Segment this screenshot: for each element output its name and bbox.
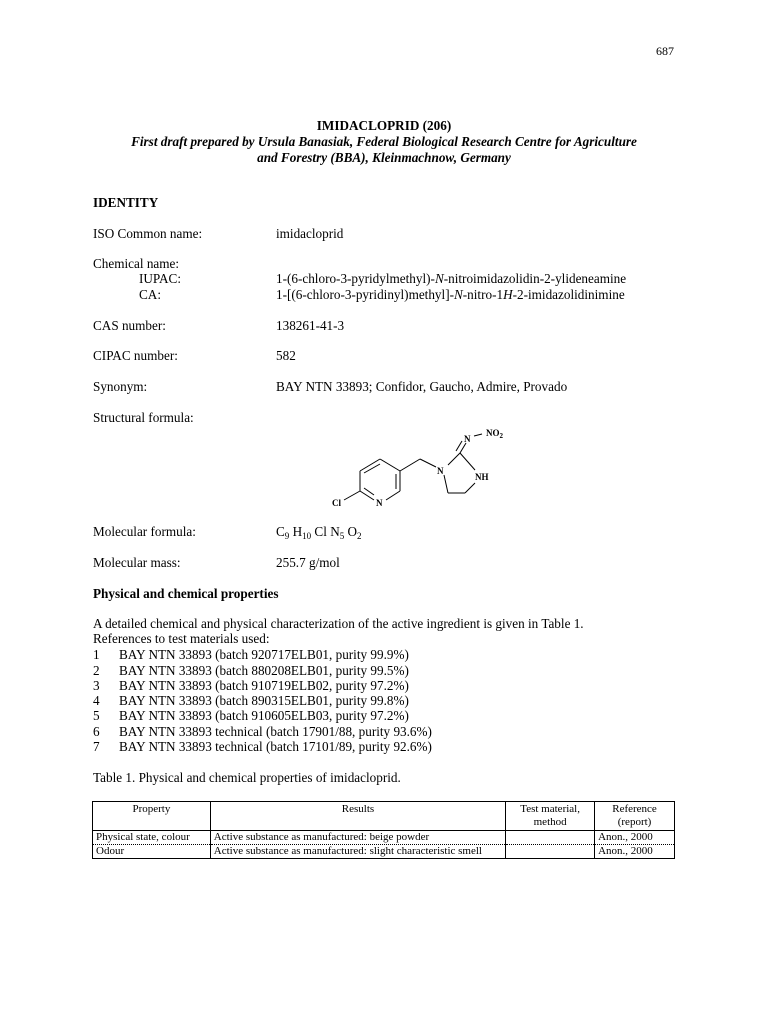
reference-text: BAY NTN 33893 (batch 880208ELB01, purity 99.5%): [119, 663, 409, 678]
ca-value: 1-[(6-chloro-3-pyridinyl)methyl]-N-nitro-1H-2-imidazolidinimine: [276, 287, 625, 302]
cell-property: Physical state, colour: [93, 831, 211, 845]
cell-method: [506, 845, 595, 859]
cell-method: [506, 831, 595, 845]
synonym-label: Synonym:: [93, 379, 148, 394]
cas-number-label: CAS number:: [93, 318, 166, 333]
reference-text: BAY NTN 33893 technical (batch 17901/88, purity 93.6%): [119, 724, 432, 739]
header-property: Property: [93, 802, 211, 831]
reference-number: 2: [93, 663, 100, 678]
reference-text: BAY NTN 33893 (batch 920717ELB01, purity 99.9%): [119, 647, 409, 662]
reference-number: 6: [93, 724, 100, 739]
reference-number: 7: [93, 739, 100, 754]
physchem-heading: Physical and chemical properties: [93, 586, 279, 601]
physchem-intro: A detailed chemical and physical characterization of the active ingredient is given in Table 1.: [93, 616, 584, 631]
header-reference: Reference (report): [595, 802, 675, 831]
atom-labels: [332, 428, 504, 508]
table-row: [93, 831, 675, 845]
reference-number: 5: [93, 708, 100, 723]
chlorine-label: Cl: [332, 498, 341, 508]
chemical-name-label: Chemical name:: [93, 256, 180, 271]
iupac-label: IUPAC:: [139, 271, 182, 286]
ca-label: CA:: [139, 287, 161, 302]
ring-nitrogen-label: N: [437, 466, 444, 476]
properties-table: [92, 801, 675, 859]
identity-heading: IDENTITY: [93, 195, 159, 210]
reference-text: BAY NTN 33893 technical (batch 17101/89, purity 92.6%): [119, 739, 432, 754]
cell-reference: Anon., 2000: [595, 831, 675, 845]
reference-number: 4: [93, 693, 100, 708]
page-number: 687: [656, 44, 674, 58]
reference-text: BAY NTN 33893 (batch 910605ELB03, purity 97.2%): [119, 708, 409, 723]
structural-formula-drawing: [330, 425, 530, 515]
cas-number-value: 138261-41-3: [276, 318, 345, 333]
molecular-mass-value: 255.7 g/mol: [276, 555, 340, 570]
bond-lines: [344, 434, 482, 500]
nitro-group-label: $NO_2$: [486, 428, 503, 440]
synonym-value: BAY NTN 33893; Confidor, Gaucho, Admire, Provado: [276, 379, 568, 394]
iso-name-value: imidacloprid: [276, 226, 344, 241]
header-results: Results: [210, 802, 505, 831]
table-row: [93, 845, 675, 859]
reference-text: BAY NTN 33893 (batch 910719ELB02, purity 97.2%): [119, 678, 409, 693]
document-title: IMIDACLOPRID (206): [316, 118, 452, 133]
nh-label: NH: [475, 472, 489, 482]
molecular-formula-label: Molecular formula:: [93, 524, 196, 539]
reference-number: 3: [93, 678, 100, 693]
imine-nitrogen-label: N: [464, 434, 471, 444]
cipac-number-value: 582: [276, 348, 296, 363]
cell-results: Active substance as manufactured: beige powder: [210, 831, 505, 845]
reference-number: 1: [93, 647, 100, 662]
molecular-formula-value: $C_9$ $H_{10}$ Cl $N_5$ $O_2$: [276, 524, 362, 541]
iso-name-label: ISO Common name:: [93, 226, 203, 241]
molecular-mass-label: Molecular mass:: [93, 555, 181, 570]
cipac-number-label: CIPAC number:: [93, 348, 178, 363]
pyridine-nitrogen-label: N: [376, 498, 383, 508]
cell-results: Active substance as manufactured: slight characteristic smell: [210, 845, 505, 859]
references-intro: References to test materials used:: [93, 631, 270, 646]
reference-text: BAY NTN 33893 (batch 890315ELB01, purity 99.8%): [119, 693, 409, 708]
header-test-material: Test material, method: [506, 802, 595, 831]
table-header-row: [93, 802, 675, 831]
subtitle-line-1: First draft prepared by Ursula Banasiak, Federal Biological Research Centre for Agriculture: [131, 134, 637, 149]
structural-formula-label: Structural formula:: [93, 410, 194, 425]
table-caption: Table 1. Physical and chemical properties of imidacloprid.: [93, 770, 401, 785]
subtitle-line-2: and Forestry (BBA), Kleinmachnow, Germany: [257, 150, 511, 165]
cell-property: Odour: [93, 845, 211, 859]
cell-reference: Anon., 2000: [595, 845, 675, 859]
iupac-value: 1-(6-chloro-3-pyridylmethyl)-N-nitroimidazolidin-2-ylideneamine: [276, 271, 627, 286]
